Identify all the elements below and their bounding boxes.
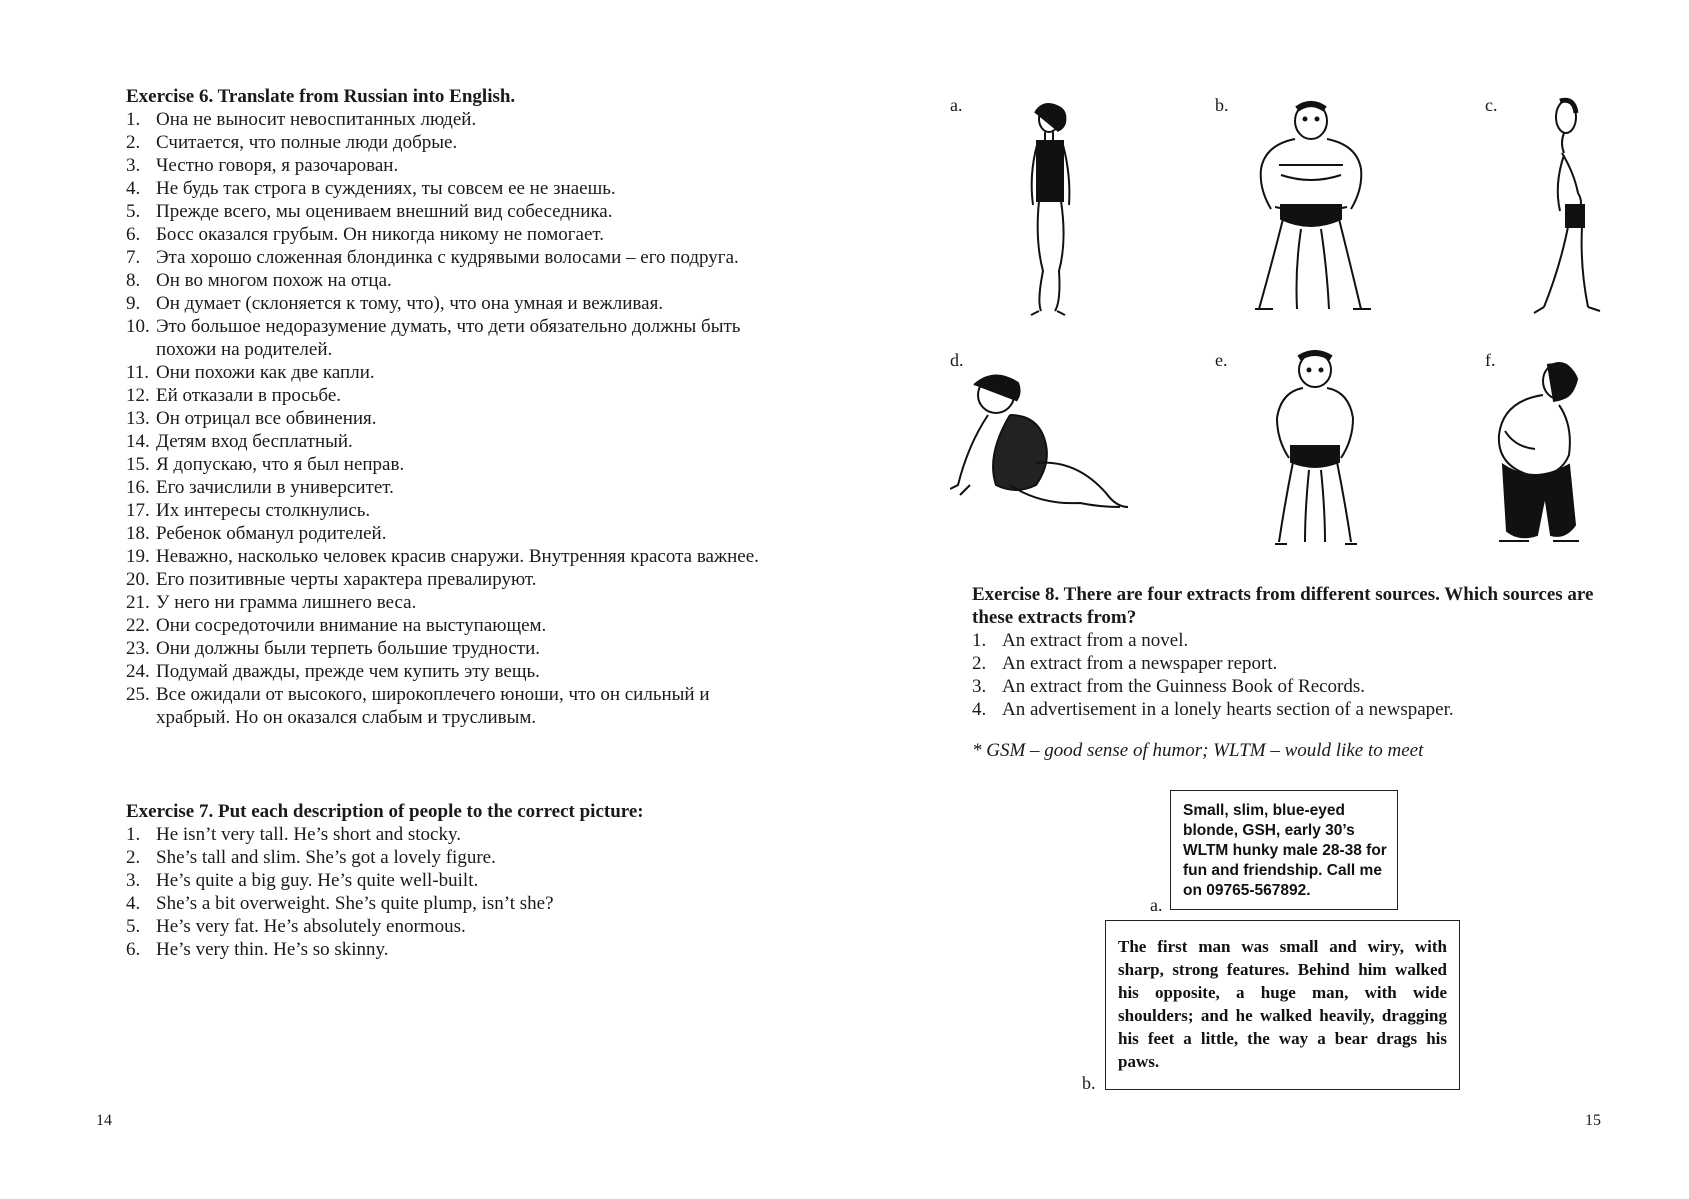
list-item [126, 499, 766, 522]
exercise-8-list [972, 629, 1612, 721]
item-number: 6. [126, 939, 141, 960]
list-item [126, 476, 766, 499]
item-number: 4. [126, 893, 141, 914]
item-number: 5. [126, 916, 141, 937]
exercise-6-heading: Exercise 6. Translate from Russian into English. [126, 86, 516, 107]
item-text: Их интересы столкнулись. [156, 500, 371, 521]
list-item [126, 660, 766, 683]
item-number: 21. [126, 592, 150, 613]
list-item [126, 430, 766, 453]
item-number: 1. [126, 109, 141, 130]
list-item [126, 915, 766, 938]
item-number: 16. [126, 477, 150, 498]
item-number: 2. [126, 132, 141, 153]
plump-woman-figure-icon [950, 365, 1130, 515]
list-item [126, 269, 766, 292]
extract-a-box [1170, 790, 1398, 910]
item-number: 5. [126, 201, 141, 222]
item-number: 15. [126, 454, 150, 475]
item-text: He isn’t very tall. He’s short and stocky. [156, 824, 462, 845]
list-item [126, 637, 766, 660]
extract-a-label: a. [1150, 895, 1163, 915]
figure-label: e. [1215, 350, 1228, 370]
figure-b [1215, 95, 1435, 325]
list-item [972, 652, 1612, 675]
item-text: He’s quite a big guy. He’s quite well-built. [156, 870, 479, 891]
exercise-6-list [126, 108, 766, 729]
muscular-man-figure-icon [1235, 95, 1385, 320]
item-number: 1. [972, 630, 987, 651]
item-text: Подумай дважды, прежде чем купить эту вещь. [156, 661, 540, 682]
abbreviation-note: * GSM – good sense of humor; WLTM – would like to meet [972, 740, 1424, 761]
item-number: 25. [126, 684, 150, 705]
list-item [126, 683, 766, 729]
figure-label: d. [950, 350, 964, 370]
list-item [126, 522, 766, 545]
item-number: 11. [126, 362, 150, 383]
item-number: 17. [126, 500, 150, 521]
item-number: 4. [126, 178, 141, 199]
item-text: An extract from a newspaper report. [1002, 653, 1278, 674]
item-text: Прежде всего, мы оцениваем внешний вид собеседника. [156, 201, 613, 222]
item-text: Они сосредоточили внимание на выступающем. [156, 615, 547, 636]
list-item [972, 629, 1612, 652]
figure-label: f. [1485, 350, 1496, 370]
list-item [126, 223, 766, 246]
list-item [126, 568, 766, 591]
item-text: He’s very thin. He’s so skinny. [156, 939, 389, 960]
item-text: Они похожи как две капли. [156, 362, 375, 383]
list-item [126, 246, 766, 269]
item-text: Это большое недоразумение думать, что дети обязательно должны быть похожи на родителей. [156, 316, 741, 360]
list-item [126, 591, 766, 614]
extract-b-label: b. [1082, 1073, 1096, 1093]
item-number: 20. [126, 569, 150, 590]
exercise-8 [972, 583, 1612, 721]
item-text: Его зачислили в университет. [156, 477, 394, 498]
item-text: Босс оказался грубым. Он никогда никому не помогает. [156, 224, 605, 245]
item-number: 22. [126, 615, 150, 636]
list-item [126, 823, 766, 846]
item-number: 4. [972, 699, 987, 720]
slim-woman-figure-icon [995, 95, 1115, 320]
list-item [126, 315, 766, 361]
list-item [126, 545, 766, 568]
item-number: 12. [126, 385, 150, 406]
page-number-left: 14 [96, 1112, 112, 1129]
item-number: 7. [126, 247, 141, 268]
stocky-boy-figure-icon [1255, 350, 1375, 555]
item-number: 18. [126, 523, 150, 544]
item-number: 8. [126, 270, 141, 291]
list-item [126, 846, 766, 869]
left-page [0, 0, 844, 1199]
item-text: She’s tall and slim. She’s got a lovely figure. [156, 847, 496, 868]
item-text: Неважно, насколько человек красив снаружи. Внутренняя красота важнее. [156, 546, 759, 567]
list-item [126, 292, 766, 315]
figure-label: b. [1215, 95, 1229, 115]
list-item [126, 614, 766, 637]
item-number: 1. [126, 824, 141, 845]
item-text: She’s a bit overweight. She’s quite plump, isn’t she? [156, 893, 554, 914]
item-text: An extract from a novel. [1002, 630, 1189, 651]
list-item [126, 453, 766, 476]
item-text: An extract from the Guinness Book of Records. [1002, 676, 1366, 697]
item-text: Не будь так строга в суждениях, ты совсем ее не знаешь. [156, 178, 616, 199]
item-text: У него ни грамма лишнего веса. [156, 592, 417, 613]
item-text: Честно говоря, я разочарован. [156, 155, 399, 176]
list-item [126, 869, 766, 892]
item-number: 9. [126, 293, 141, 314]
item-text: Детям вход бесплатный. [156, 431, 353, 452]
figure-label: a. [950, 95, 963, 115]
fat-man-figure-icon [1485, 355, 1605, 550]
list-item [126, 938, 766, 961]
figure-e [1215, 350, 1415, 560]
list-item [126, 361, 766, 384]
item-text: Его позитивные черты характера превалируют. [156, 569, 537, 590]
item-text: Эта хорошо сложенная блондинка с кудрявыми волосами – его подруга. [156, 247, 739, 268]
item-number: 2. [972, 653, 987, 674]
item-number: 6. [126, 224, 141, 245]
item-text: Я допускаю, что я был неправ. [156, 454, 405, 475]
item-number: 3. [126, 870, 141, 891]
exercise-7-heading: Exercise 7. Put each description of people to the correct picture: [126, 801, 644, 822]
item-number: 13. [126, 408, 150, 429]
list-item [972, 675, 1612, 698]
skinny-man-figure-icon [1510, 95, 1620, 320]
item-text: Он отрицал все обвинения. [156, 408, 377, 429]
item-number: 19. [126, 546, 150, 567]
item-text: He’s very fat. He’s absolutely enormous. [156, 916, 466, 937]
exercise-6 [126, 85, 766, 729]
item-number: 24. [126, 661, 150, 682]
list-item [126, 200, 766, 223]
list-item [126, 108, 766, 131]
item-number: 23. [126, 638, 150, 659]
list-item [126, 892, 766, 915]
extract-b-box [1105, 920, 1460, 1090]
item-number: 3. [972, 676, 987, 697]
item-text: Ребенок обманул родителей. [156, 523, 387, 544]
exercise-7-list [126, 823, 766, 961]
item-text: Все ожидали от высокого, широкоплечего юноши, что он сильный и храбрый. Но он оказался слабым и трусливым. [156, 684, 710, 728]
item-number: 2. [126, 847, 141, 868]
item-text: Он думает (склоняется к тому, что), что она умная и вежливая. [156, 293, 664, 314]
item-text: Они должны были терпеть большие трудности. [156, 638, 540, 659]
item-number: 14. [126, 431, 150, 452]
figure-d [950, 350, 1170, 520]
figure-f [1485, 350, 1685, 550]
item-number: 3. [126, 155, 141, 176]
right-page [845, 0, 1689, 1199]
list-item [126, 131, 766, 154]
exercise-8-heading: Exercise 8. There are four extracts from different sources. Which sources are these extracts from? [972, 584, 1594, 628]
list-item [126, 177, 766, 200]
list-item [972, 698, 1612, 721]
item-text: Она не выносит невоспитанных людей. [156, 109, 477, 130]
item-text: An advertisement in a lonely hearts section of a newspaper. [1002, 699, 1454, 720]
list-item [126, 407, 766, 430]
list-item [126, 154, 766, 177]
item-text: Он во многом похож на отца. [156, 270, 392, 291]
list-item [126, 384, 766, 407]
figure-label: c. [1485, 95, 1498, 115]
extract-a-text: Small, slim, blue-eyed blonde, GSH, early 30’s WLTM hunky male 28-38 for fun and friendship. Call me on 09765-567892. [1183, 802, 1387, 899]
page-number-right: 15 [1585, 1112, 1601, 1129]
item-text: Ей отказали в просьбе. [156, 385, 342, 406]
figure-c [1485, 95, 1685, 325]
item-text: Считается, что полные люди добрые. [156, 132, 458, 153]
item-number: 10. [126, 316, 150, 337]
extract-b-text: The first man was small and wiry, with sharp, strong features. Behind him walked his opposite, a huge man, with wide shoulders; and he walked heavily, dragging his feet a little, the way a bear drags his paws. [1118, 937, 1447, 1071]
figure-a [950, 95, 1150, 325]
exercise-7 [126, 800, 766, 961]
